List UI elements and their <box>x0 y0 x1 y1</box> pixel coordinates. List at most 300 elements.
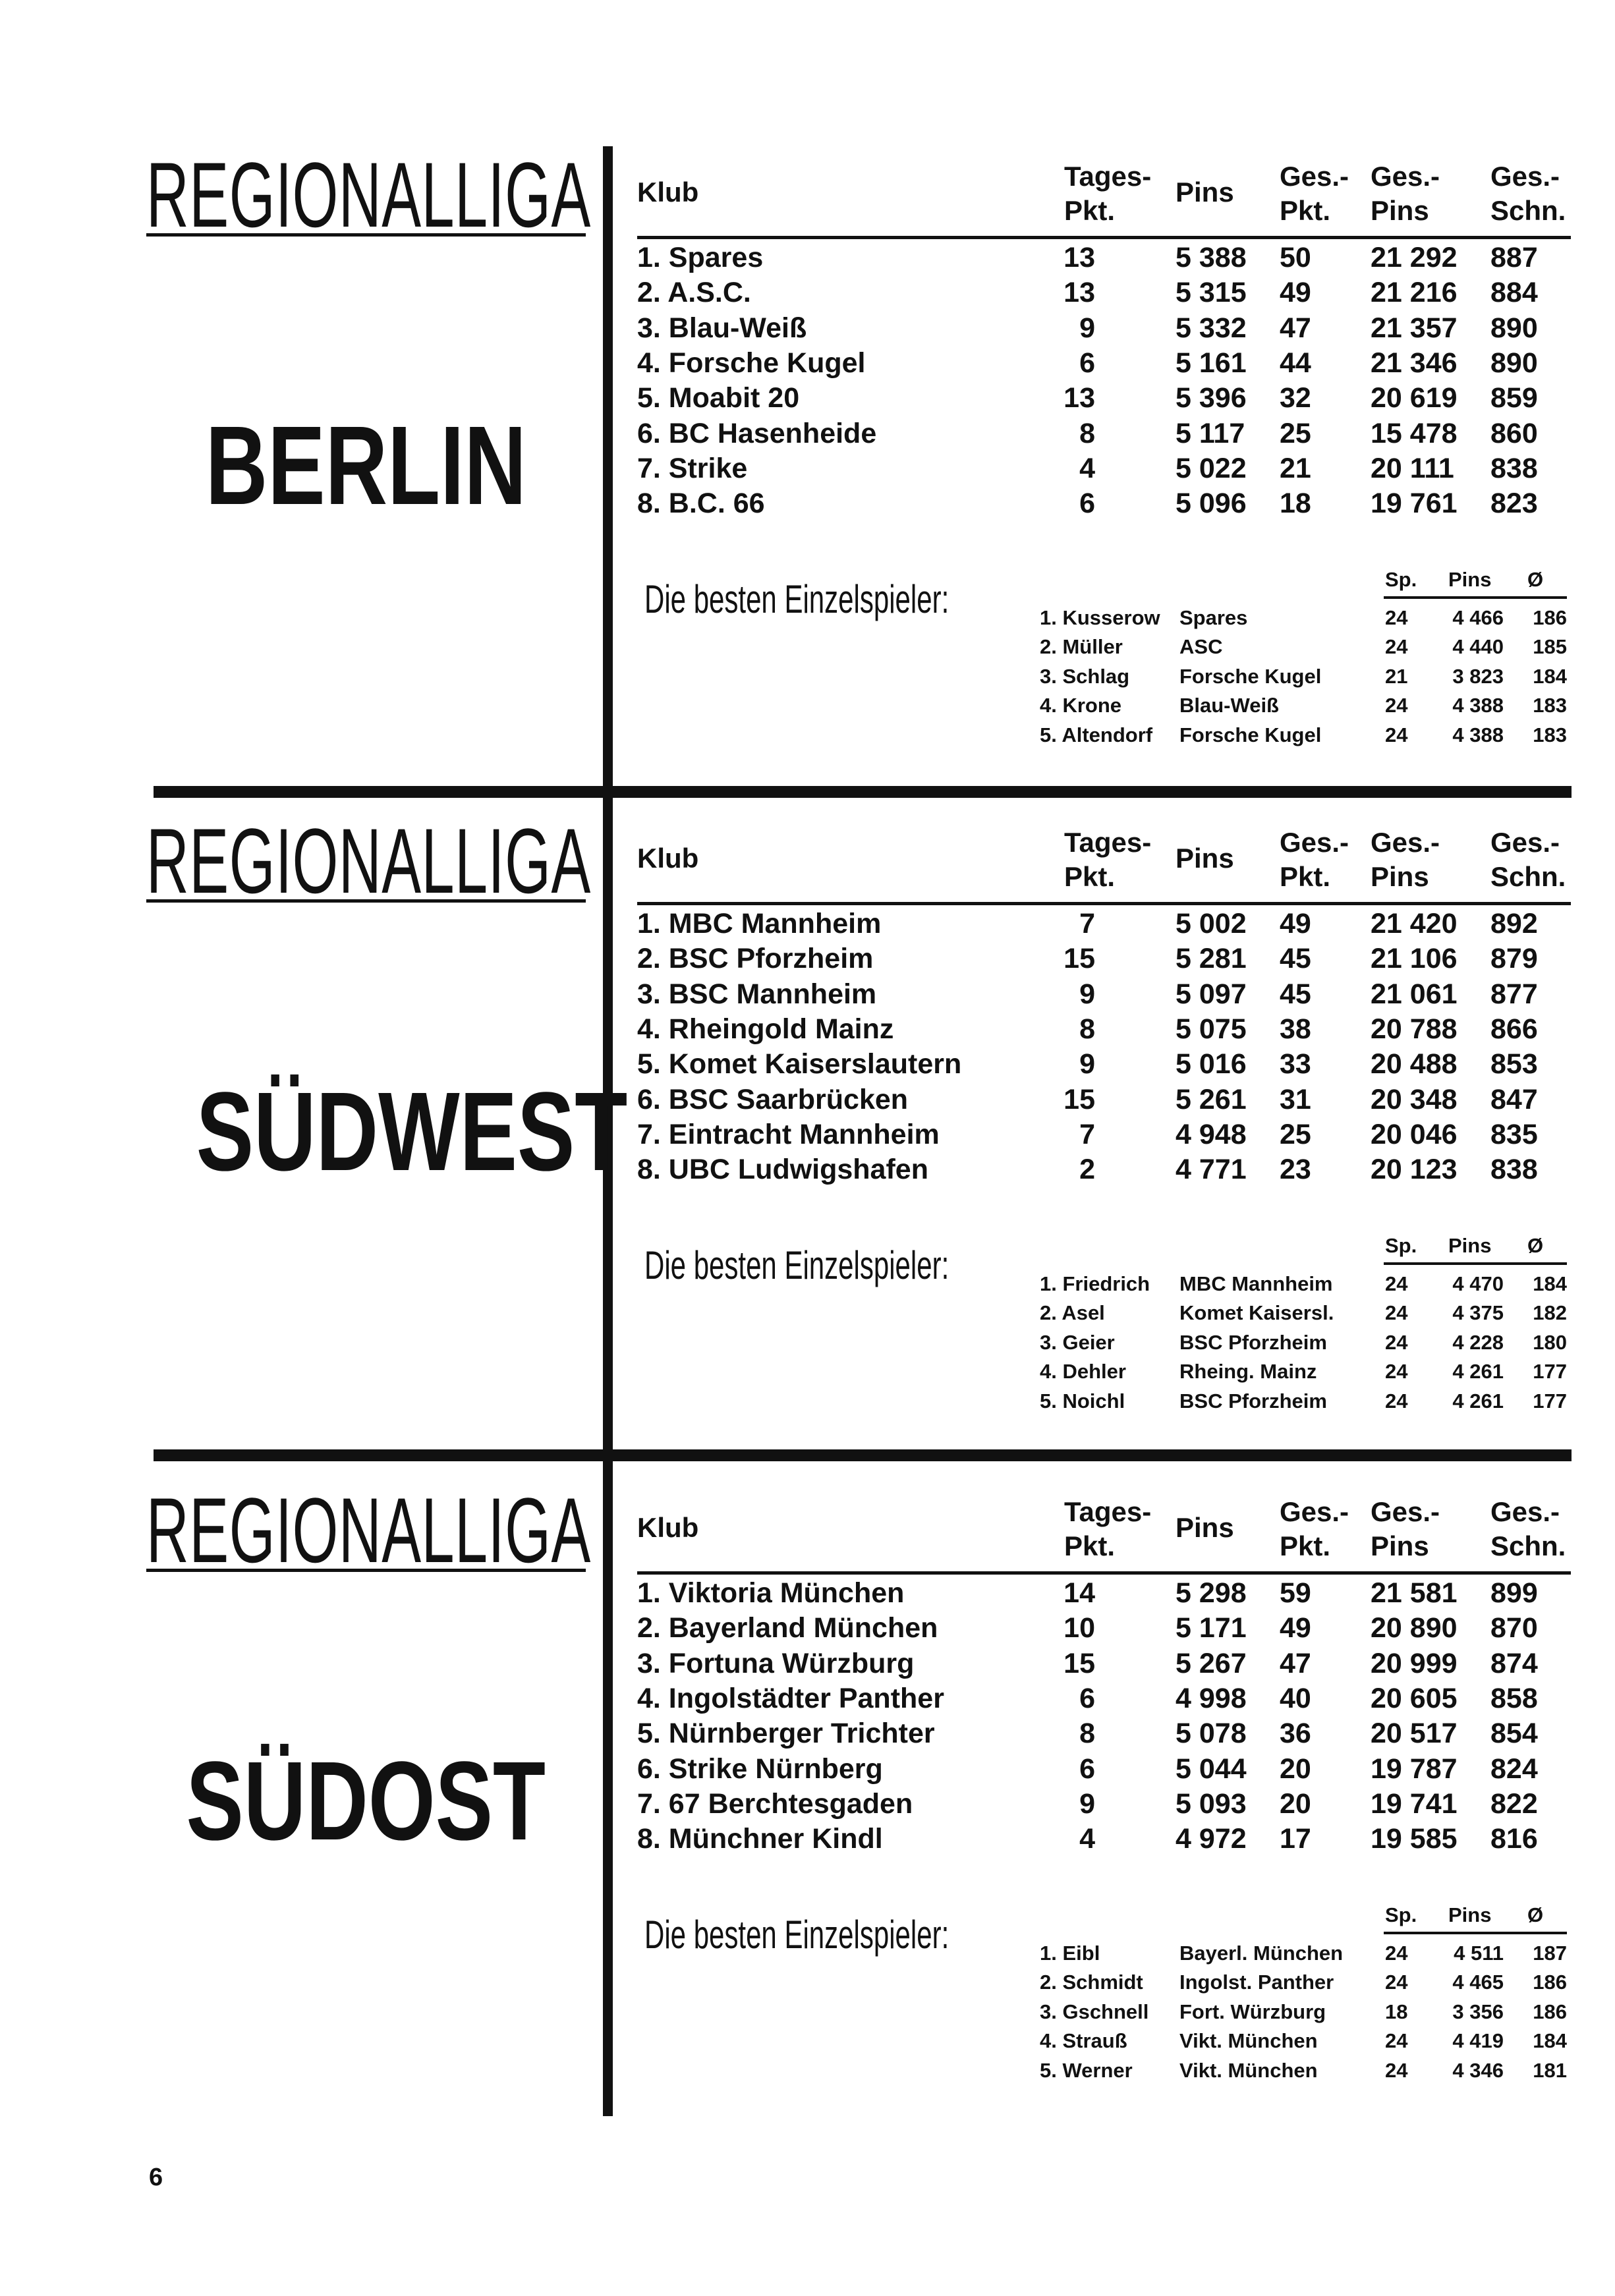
ges-pkt-cell: 50 <box>1280 242 1311 273</box>
player-name-cell: 1. Eibl <box>1040 1942 1100 1965</box>
column-header <box>1280 1495 1349 1563</box>
club-name-cell: 5. Moabit 20 <box>637 382 800 414</box>
ges-schn-cell: 892 <box>1490 908 1538 939</box>
table-row <box>0 1012 1615 1047</box>
club-name-cell: 8. Münchner Kindl <box>637 1823 883 1855</box>
pins-cell: 5 044 <box>1176 1752 1247 1785</box>
table-row <box>0 1681 1615 1716</box>
games-cell: 24 <box>1385 635 1408 659</box>
tages-pkt-cell: 2 <box>1079 1154 1095 1186</box>
ges-schn-cell: 853 <box>1490 1048 1538 1080</box>
ges-pins-cell: 21 346 <box>1371 347 1458 379</box>
table-row <box>0 941 1615 976</box>
club-name-cell: 5. Komet Kaiserslautern <box>637 1048 962 1080</box>
column-header-line: Ges.- <box>1280 827 1349 858</box>
table-row <box>0 1082 1615 1117</box>
pins-cell: 5 171 <box>1176 1612 1247 1644</box>
tages-pkt-cell: 8 <box>1079 1718 1095 1750</box>
ges-pkt-cell: 23 <box>1280 1154 1311 1186</box>
ges-schn-cell: 838 <box>1490 1154 1538 1186</box>
ges-pkt-cell: 20 <box>1280 1752 1311 1785</box>
column-header-line: Pins <box>1371 1530 1429 1561</box>
pins-cell: 5 075 <box>1176 1013 1247 1045</box>
column-header-line: Tages- <box>1064 1496 1152 1527</box>
player-club-cell: Forsche Kugel <box>1179 664 1322 688</box>
ges-schn-cell: 884 <box>1490 277 1538 309</box>
tages-pkt-cell: 9 <box>1079 1048 1095 1080</box>
column-header-line: Ges.- <box>1490 1496 1560 1527</box>
club-name-cell: 4. Forsche Kugel <box>637 347 866 379</box>
player-row <box>0 1939 1615 1968</box>
player-row <box>0 2056 1615 2085</box>
player-name-cell: 5. Altendorf <box>1040 723 1153 746</box>
average-cell: 177 <box>1533 1360 1567 1384</box>
club-name-cell: 6. BC Hasenheide <box>637 417 877 449</box>
player-club-cell: MBC Mannheim <box>1179 1272 1333 1295</box>
player-name-cell: 4. Dehler <box>1040 1360 1126 1384</box>
column-header-line: Pkt. <box>1280 861 1331 892</box>
ges-pkt-cell: 38 <box>1280 1013 1311 1045</box>
column-header-line: Pins <box>1176 1512 1234 1543</box>
pins-cell: 5 388 <box>1176 242 1247 273</box>
league-title: REGIONALLIGA <box>146 809 591 912</box>
ges-pins-cell: 20 488 <box>1371 1048 1458 1080</box>
league-title: REGIONALLIGA <box>146 1478 591 1582</box>
player-name-cell: 2. Schmidt <box>1040 1971 1143 1994</box>
player-name-cell: 1. Friedrich <box>1040 1272 1150 1295</box>
player-name-cell: 1. Kusserow <box>1040 606 1160 629</box>
club-name-cell: 4. Ingolstädter Panther <box>637 1682 944 1714</box>
tages-pkt-cell: 7 <box>1079 908 1095 939</box>
column-header-line: Pins <box>1176 177 1234 208</box>
ges-schn-cell: 847 <box>1490 1083 1538 1115</box>
pins-cell: 5 267 <box>1176 1647 1247 1679</box>
ges-schn-cell: 890 <box>1490 312 1538 344</box>
games-cell: 24 <box>1385 1272 1408 1295</box>
player-pins-cell: 4 440 <box>1452 635 1504 659</box>
ges-pins-cell: 20 605 <box>1371 1682 1458 1714</box>
table-row <box>0 1787 1615 1822</box>
ges-pins-cell: 20 517 <box>1371 1718 1458 1750</box>
column-header <box>1490 159 1566 228</box>
player-pins-cell: 4 375 <box>1452 1301 1504 1325</box>
average-cell: 183 <box>1533 723 1567 746</box>
ges-pins-cell: 20 890 <box>1371 1612 1458 1644</box>
column-header-line: Schn. <box>1490 1530 1566 1561</box>
header-rule <box>637 236 1571 239</box>
table-row <box>0 1611 1615 1646</box>
ges-schn-cell: 858 <box>1490 1682 1538 1714</box>
player-row <box>0 1328 1615 1357</box>
pins-cell: 5 117 <box>1176 417 1245 449</box>
tages-pkt-cell: 9 <box>1079 978 1095 1010</box>
club-name-cell: 6. Strike Nürnberg <box>637 1752 883 1785</box>
tages-pkt-cell: 8 <box>1079 1013 1095 1045</box>
column-header <box>1176 841 1234 876</box>
pins-cell: 4 948 <box>1176 1118 1247 1150</box>
league-section <box>0 809 1615 1471</box>
player-row <box>0 1299 1615 1328</box>
column-header <box>1176 175 1234 210</box>
pins-cell: 5 315 <box>1176 277 1247 309</box>
players-column-header: Sp. <box>1385 568 1417 591</box>
ges-schn-cell: 823 <box>1490 488 1538 520</box>
pins-cell: 5 298 <box>1176 1577 1247 1609</box>
column-header-line: Ges.- <box>1371 827 1440 858</box>
player-name-cell: 5. Werner <box>1040 2058 1133 2082</box>
league-heading <box>146 809 591 912</box>
ges-pins-cell: 21 420 <box>1371 908 1458 939</box>
ges-pins-cell: 21 581 <box>1371 1577 1458 1609</box>
ges-pkt-cell: 25 <box>1280 417 1311 449</box>
pins-cell: 5 261 <box>1176 1083 1247 1115</box>
club-name-cell: 1. Spares <box>637 242 764 273</box>
ges-schn-cell: 890 <box>1490 347 1538 379</box>
player-name-cell: 4. Strauß <box>1040 2029 1127 2053</box>
table-row <box>0 1752 1615 1787</box>
player-pins-cell: 4 419 <box>1452 2029 1504 2053</box>
tages-pkt-cell: 15 <box>1063 1647 1095 1679</box>
games-cell: 24 <box>1385 1942 1408 1965</box>
games-cell: 24 <box>1385 723 1408 746</box>
page-number: 6 <box>149 2164 163 2191</box>
player-name-cell: 3. Geier <box>1040 1330 1115 1354</box>
pins-cell: 5 097 <box>1176 978 1247 1010</box>
players-column-header: Sp. <box>1385 1234 1417 1257</box>
league-section <box>0 1478 1615 2141</box>
ges-schn-cell: 822 <box>1490 1787 1538 1820</box>
club-name-cell: 7. Eintracht Mannheim <box>637 1118 940 1150</box>
region-title: BERLIN <box>205 403 526 528</box>
ges-pins-cell: 20 348 <box>1371 1083 1458 1115</box>
column-header <box>1280 826 1349 894</box>
player-name-cell: 5. Noichl <box>1040 1389 1125 1413</box>
club-name-cell: 2. Bayerland München <box>637 1612 938 1644</box>
ges-pins-cell: 20 788 <box>1371 1013 1458 1045</box>
club-name-cell: 7. Strike <box>637 452 748 484</box>
average-cell: 181 <box>1533 2058 1567 2082</box>
ges-pins-cell: 20 123 <box>1371 1154 1458 1186</box>
column-header <box>1371 826 1440 894</box>
players-column-header: Sp. <box>1385 1903 1417 1926</box>
column-header-line: Pkt. <box>1280 195 1331 226</box>
pins-cell: 5 078 <box>1176 1718 1247 1750</box>
table-row <box>0 416 1615 451</box>
tages-pkt-cell: 6 <box>1079 347 1095 379</box>
players-column-header: Ø <box>1527 1234 1544 1257</box>
table-row <box>0 907 1615 941</box>
table-row <box>0 1646 1615 1681</box>
player-club-cell: Vikt. München <box>1179 2058 1318 2082</box>
player-name-cell: 3. Schlag <box>1040 664 1130 688</box>
ges-schn-cell: 824 <box>1490 1752 1538 1785</box>
ges-pkt-cell: 18 <box>1280 488 1311 520</box>
best-players-title: Die besten Einzelspieler: <box>644 577 949 621</box>
ges-pkt-cell: 31 <box>1280 1083 1311 1115</box>
players-column-header: Pins <box>1448 568 1492 591</box>
pins-cell: 5 332 <box>1176 312 1247 344</box>
ges-pkt-cell: 59 <box>1280 1577 1311 1609</box>
column-header-line: Pkt. <box>1064 861 1116 892</box>
pins-cell: 4 998 <box>1176 1682 1247 1714</box>
table-row <box>0 1117 1615 1152</box>
column-header <box>1371 1495 1440 1563</box>
tages-pkt-cell: 13 <box>1063 277 1095 309</box>
ges-pins-cell: 20 999 <box>1371 1647 1458 1679</box>
club-name-cell: 5. Nürnberger Trichter <box>637 1718 935 1750</box>
column-header-line: Ges.- <box>1490 827 1560 858</box>
header-rule <box>637 902 1571 905</box>
club-name-cell: 8. UBC Ludwigshafen <box>637 1154 928 1186</box>
ges-pkt-cell: 47 <box>1280 312 1311 344</box>
ges-schn-cell: 816 <box>1490 1823 1538 1855</box>
ges-schn-cell: 899 <box>1490 1577 1538 1609</box>
ges-pkt-cell: 49 <box>1280 908 1311 939</box>
column-header <box>1490 826 1566 894</box>
tages-pkt-cell: 6 <box>1079 1752 1095 1785</box>
player-club-cell: Vikt. München <box>1179 2029 1318 2053</box>
games-cell: 24 <box>1385 1389 1408 1413</box>
games-cell: 24 <box>1385 2058 1408 2082</box>
average-cell: 182 <box>1533 1301 1567 1325</box>
club-name-cell: 3. Blau-Weiß <box>637 312 807 344</box>
club-name-cell: 3. Fortuna Würzburg <box>637 1647 915 1679</box>
club-name-cell: 4. Rheingold Mainz <box>637 1013 894 1045</box>
table-row <box>0 275 1615 310</box>
table-row <box>0 311 1615 346</box>
table-row <box>0 1822 1615 1857</box>
column-header-line: Tages- <box>1064 161 1152 192</box>
column-header-line: Pkt. <box>1064 1530 1116 1561</box>
player-row <box>0 2027 1615 2056</box>
average-cell: 187 <box>1533 1942 1567 1965</box>
ges-schn-cell: 874 <box>1490 1647 1538 1679</box>
club-name-cell: 2. A.S.C. <box>637 277 751 309</box>
ges-pkt-cell: 49 <box>1280 1612 1311 1644</box>
ges-pins-cell: 21 357 <box>1371 312 1458 344</box>
column-header-line: Pkt. <box>1064 195 1116 226</box>
games-cell: 18 <box>1385 2000 1408 2023</box>
player-pins-cell: 3 356 <box>1452 2000 1504 2023</box>
ges-schn-cell: 854 <box>1490 1718 1538 1750</box>
player-club-cell: Bayerl. München <box>1179 1942 1344 1965</box>
club-name-cell: 3. BSC Mannheim <box>637 978 877 1010</box>
ges-pins-cell: 15 478 <box>1371 417 1458 449</box>
ges-pkt-cell: 21 <box>1280 452 1311 484</box>
ges-pkt-cell: 45 <box>1280 978 1311 1010</box>
table-row <box>0 1047 1615 1082</box>
table-row <box>0 1576 1615 1611</box>
player-row <box>0 662 1615 691</box>
tages-pkt-cell: 10 <box>1063 1612 1095 1644</box>
player-pins-cell: 4 346 <box>1452 2058 1504 2082</box>
player-name-cell: 3. Gschnell <box>1040 2000 1149 2023</box>
player-pins-cell: 4 261 <box>1452 1389 1504 1413</box>
average-cell: 183 <box>1533 694 1567 717</box>
players-header-rule <box>1384 1932 1567 1934</box>
club-name-cell: 1. MBC Mannheim <box>637 908 882 939</box>
ges-pkt-cell: 17 <box>1280 1823 1311 1855</box>
games-cell: 24 <box>1385 1360 1408 1384</box>
games-cell: 24 <box>1385 1330 1408 1354</box>
games-cell: 24 <box>1385 2029 1408 2053</box>
club-name-cell: 6. BSC Saarbrücken <box>637 1083 909 1115</box>
ges-pins-cell: 19 741 <box>1371 1787 1458 1820</box>
player-row <box>0 1270 1615 1299</box>
player-pins-cell: 4 388 <box>1452 723 1504 746</box>
player-row <box>0 721 1615 750</box>
ges-pkt-cell: 32 <box>1280 382 1311 414</box>
tages-pkt-cell: 13 <box>1063 382 1095 414</box>
league-title: REGIONALLIGA <box>146 143 591 246</box>
tages-pkt-cell: 4 <box>1079 1823 1095 1855</box>
player-pins-cell: 4 511 <box>1454 1942 1504 1965</box>
pins-cell: 5 016 <box>1176 1048 1247 1080</box>
column-header-line: Ges.- <box>1280 161 1349 192</box>
tages-pkt-cell: 15 <box>1063 943 1095 975</box>
pins-cell: 5 002 <box>1176 908 1247 939</box>
ges-pins-cell: 21 216 <box>1371 277 1458 309</box>
player-pins-cell: 4 470 <box>1452 1272 1504 1295</box>
average-cell: 186 <box>1533 606 1567 629</box>
pins-cell: 4 972 <box>1176 1823 1247 1855</box>
tages-pkt-cell: 9 <box>1079 312 1095 344</box>
column-header <box>637 841 698 876</box>
table-row <box>0 381 1615 416</box>
ges-pins-cell: 19 761 <box>1371 488 1458 520</box>
player-pins-cell: 4 388 <box>1452 694 1504 717</box>
table-row <box>0 451 1615 486</box>
player-pins-cell: 4 466 <box>1452 606 1504 629</box>
tages-pkt-cell: 15 <box>1063 1083 1095 1115</box>
ges-pkt-cell: 45 <box>1280 943 1311 975</box>
column-header <box>1064 826 1151 894</box>
column-header <box>1064 159 1151 228</box>
column-header-line: Ges.- <box>1490 161 1560 192</box>
ges-pins-cell: 21 061 <box>1371 978 1458 1010</box>
player-row <box>0 1968 1615 1997</box>
ges-pins-cell: 19 787 <box>1371 1752 1458 1785</box>
tages-pkt-cell: 9 <box>1079 1787 1095 1820</box>
player-pins-cell: 4 261 <box>1452 1360 1504 1384</box>
ges-pkt-cell: 49 <box>1280 277 1311 309</box>
ges-schn-cell: 870 <box>1490 1612 1538 1644</box>
tages-pkt-cell: 6 <box>1079 488 1095 520</box>
ges-pkt-cell: 44 <box>1280 347 1311 379</box>
games-cell: 21 <box>1385 664 1408 688</box>
ges-pkt-cell: 36 <box>1280 1718 1311 1750</box>
player-row <box>0 1357 1615 1386</box>
ges-schn-cell: 860 <box>1490 417 1538 449</box>
tages-pkt-cell: 14 <box>1063 1577 1095 1609</box>
column-header-line: Ges.- <box>1371 1496 1440 1527</box>
ges-schn-cell: 866 <box>1490 1013 1538 1045</box>
tages-pkt-cell: 13 <box>1063 242 1095 273</box>
tages-pkt-cell: 8 <box>1079 417 1095 449</box>
tages-pkt-cell: 7 <box>1079 1118 1095 1150</box>
table-row <box>0 977 1615 1012</box>
player-row <box>0 1998 1615 2027</box>
player-club-cell: Rheing. Mainz <box>1179 1360 1317 1384</box>
column-header <box>1176 1511 1234 1545</box>
column-header-line: Ges.- <box>1280 1496 1349 1527</box>
region-title: SÜDWEST <box>196 1069 628 1194</box>
games-cell: 24 <box>1385 606 1408 629</box>
ges-pkt-cell: 33 <box>1280 1048 1311 1080</box>
player-row <box>0 603 1615 632</box>
players-column-header: Ø <box>1527 1903 1544 1926</box>
pins-cell: 5 281 <box>1176 943 1247 975</box>
players-column-header: Pins <box>1448 1234 1492 1257</box>
pins-cell: 5 022 <box>1176 452 1247 484</box>
best-players-title: Die besten Einzelspieler: <box>644 1913 949 1957</box>
ges-pkt-cell: 47 <box>1280 1647 1311 1679</box>
column-header-line: Schn. <box>1490 195 1566 226</box>
player-row <box>0 1387 1615 1416</box>
table-row <box>0 240 1615 275</box>
games-cell: 24 <box>1385 1971 1408 1994</box>
ges-schn-cell: 838 <box>1490 452 1538 484</box>
player-row <box>0 691 1615 720</box>
ges-pins-cell: 20 619 <box>1371 382 1458 414</box>
club-name-cell: 8. B.C. 66 <box>637 488 765 520</box>
column-header-line: Pins <box>1371 195 1429 226</box>
player-row <box>0 632 1615 661</box>
tages-pkt-cell: 6 <box>1079 1682 1095 1714</box>
ges-pkt-cell: 40 <box>1280 1682 1311 1714</box>
player-pins-cell: 4 465 <box>1452 1971 1504 1994</box>
ges-pins-cell: 21 106 <box>1371 943 1458 975</box>
average-cell: 186 <box>1533 2000 1567 2023</box>
ges-schn-cell: 879 <box>1490 943 1538 975</box>
player-pins-cell: 3 823 <box>1452 664 1504 688</box>
ges-schn-cell: 835 <box>1490 1118 1538 1150</box>
average-cell: 185 <box>1533 635 1567 659</box>
pins-cell: 5 161 <box>1176 347 1247 379</box>
player-club-cell: BSC Pforzheim <box>1179 1389 1327 1413</box>
ges-schn-cell: 859 <box>1490 382 1538 414</box>
column-header-line: Klub <box>637 177 699 208</box>
ges-pins-cell: 21 292 <box>1371 242 1458 273</box>
tages-pkt-cell: 4 <box>1079 452 1095 484</box>
average-cell: 177 <box>1533 1389 1567 1413</box>
club-name-cell: 2. BSC Pforzheim <box>637 943 874 975</box>
table-row <box>0 346 1615 381</box>
club-name-cell: 1. Viktoria München <box>637 1577 905 1609</box>
ges-pkt-cell: 20 <box>1280 1787 1311 1820</box>
average-cell: 184 <box>1533 2029 1567 2053</box>
column-header-line: Pins <box>1176 843 1234 874</box>
player-club-cell: Ingolst. Panther <box>1179 1971 1334 1994</box>
column-header <box>1280 159 1349 228</box>
table-row <box>0 486 1615 521</box>
column-header <box>1371 159 1440 228</box>
players-column-header: Ø <box>1527 568 1544 591</box>
pins-cell: 4 771 <box>1176 1154 1247 1186</box>
table-row <box>0 1716 1615 1751</box>
games-cell: 24 <box>1385 1301 1408 1325</box>
league-heading <box>146 143 591 246</box>
games-cell: 24 <box>1385 694 1408 717</box>
players-column-header: Pins <box>1448 1903 1492 1926</box>
average-cell: 184 <box>1533 664 1567 688</box>
column-header-line: Klub <box>637 1512 699 1543</box>
ges-schn-cell: 887 <box>1490 242 1538 273</box>
average-cell: 186 <box>1533 1971 1567 1994</box>
column-header <box>1064 1495 1151 1563</box>
pins-cell: 5 093 <box>1176 1787 1247 1820</box>
best-players-title: Die besten Einzelspieler: <box>644 1243 949 1287</box>
